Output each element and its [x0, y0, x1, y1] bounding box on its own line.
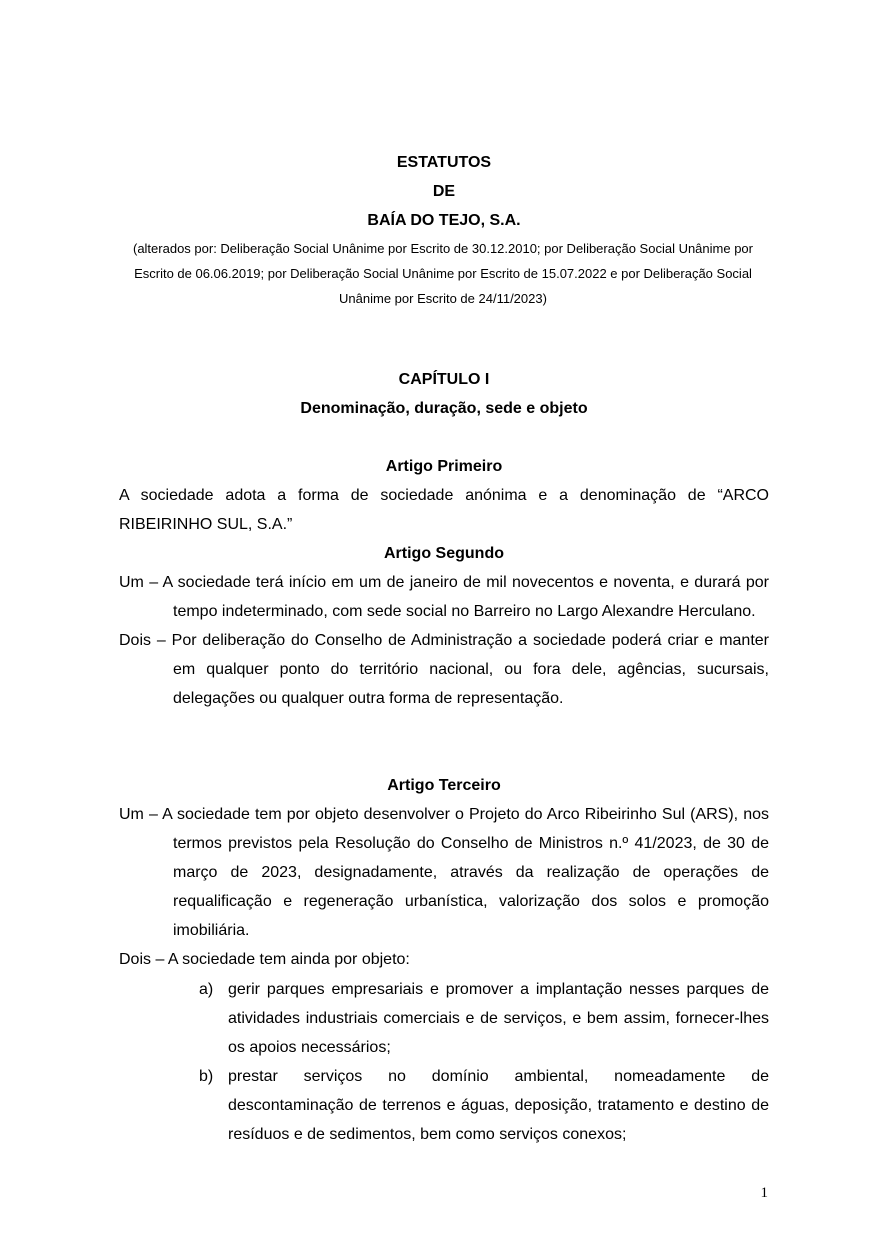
article-heading: Artigo Primeiro	[385, 458, 503, 475]
list-item-text: prestar serviços no domínio ambiental, nomeadamente de descontaminação de terrenos e águas, deposição, tratamento e destino de resíduos e de sedimentos, bem como serviços conexos;	[228, 1068, 769, 1143]
article-1	[119, 452, 769, 539]
article-paragraph: Um – A sociedade tem por objeto desenvolver o Projeto do Arco Ribeirinho Sul (ARS), nos termos previstos pela Resolução do Conselho de Ministros n.º 41/2023, de 30 de março de 2023, designadamente, através da realização de operações de requalificação e regeneração urbanística, valorização dos solos e promoção imobiliária.	[119, 806, 769, 939]
amendment-note: (alterados por: Deliberação Social Unânime por Escrito de 30.12.2010; por Deliberação Social Unânime por Escrito de 06.06.2019; por Deliberação Social Unânime por Escrito de 15.07.2022 e por Deliberação Social Unânime por Escrito de 24/11/2023)	[132, 241, 753, 306]
article-3	[119, 771, 769, 974]
list-item-text: gerir parques empresariais e promover a implantação nesses parques de atividades industriais comerciais e de serviços, e bem assim, fornecer-lhes os apoios necessários;	[228, 981, 769, 1056]
chapter-heading	[119, 365, 769, 423]
list-marker: b)	[199, 1068, 214, 1085]
list-item	[199, 1062, 769, 1149]
article-heading: Artigo Terceiro	[387, 777, 501, 794]
chapter-subtitle: Denominação, duração, sede e objeto	[300, 400, 588, 417]
article-text: A sociedade adota a forma de sociedade anónima e a denominação de “ARCO RIBEIRINHO SUL, S.A.”	[119, 487, 769, 533]
title-line-1: ESTATUTOS	[396, 154, 492, 171]
article-paragraph: Dois – A sociedade tem ainda por objeto:	[119, 951, 410, 968]
list-item	[199, 975, 769, 1062]
chapter-label: CAPÍTULO I	[398, 371, 490, 388]
article-2	[119, 539, 769, 713]
page-number: 1	[760, 1185, 768, 1201]
list-marker: a)	[199, 981, 214, 998]
article-paragraph: Um – A sociedade terá início em um de janeiro de mil novecentos e noventa, e durará por tempo indeterminado, com sede social no Barreiro no Largo Alexandre Herculano.	[119, 574, 769, 620]
title-line-2: DE	[432, 183, 456, 200]
article-paragraph: Dois – Por deliberação do Conselho de Administração a sociedade poderá criar e manter em qualquer ponto do território nacional, ou fora dele, agências, sucursais, delegações ou qualquer outra forma de representação.	[119, 632, 769, 707]
article-heading: Artigo Segundo	[384, 545, 504, 562]
document-title	[119, 148, 769, 235]
title-line-3: BAÍA DO TEJO, S.A.	[367, 212, 521, 229]
